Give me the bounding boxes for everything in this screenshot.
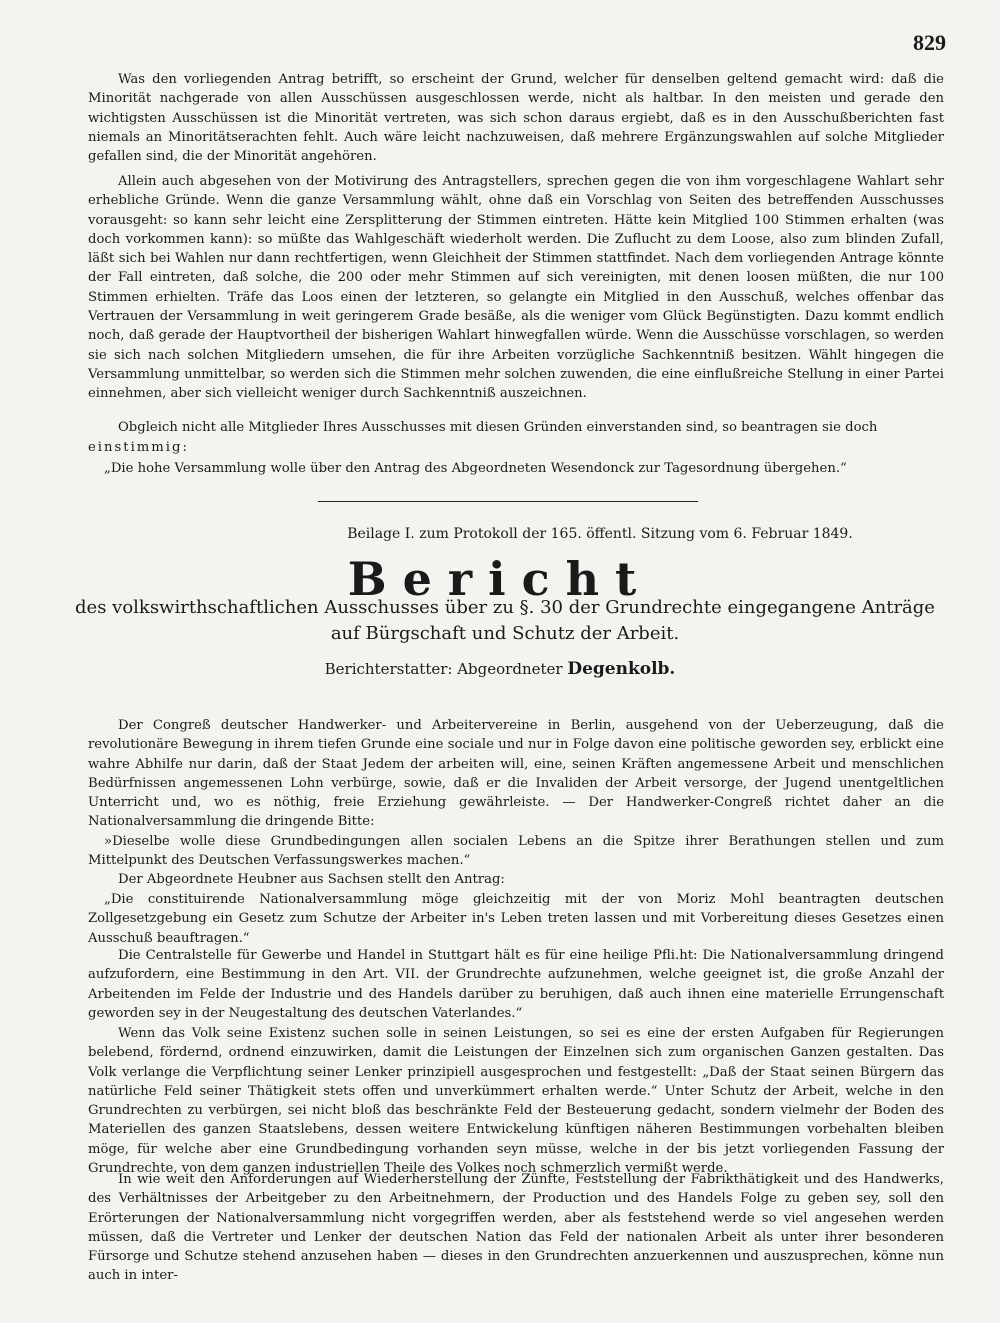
paragraph-zuenfte: In wie weit den Anforderungen auf Wiederherstellung der Zünfte, Feststellung der Fabrikthätigkeit und des Handwerks, des Verhältnisses der Arbeitgeber zu den Arbeitnehmern, der Production und des Handels Folge zu geben sey, soll den Erörterungen der Nationalversammlung nicht vorgegriffen werden, aber als feststehend werde so viel angesehen werden müssen, daß die Vertreter und Lenker der deutschen Nation das Feld der nationalen Arbeit als unter ihrer besonderen Fürsorge und Schutze stehend anzusehen haben — dieses in den Grundrechten anzuerkennen und auszusprechen, könne nun auch in inter- bbox=[88, 1172, 944, 1284]
paragraph-election-method: Allein auch abgesehen von der Motivirung des Antragstellers, sprechen gegen die von ihm vorgeschlagene Wahlart sehr erhebliche Gründe. Wenn die ganze Versammlung wählt, ohne daß ein Vorschlag von Seiten des betreffenden Ausschusses vorausgeht: so kann sehr leicht eine Zersplitterung der Stimmen eintreten. Hätte kein Mitglied 100 Stimmen erhalten (was doch vorkommen kann): so müßte das Wahlgeschäft wiederholt werden. Die Zuflucht zu dem Loose, also zum blinden Zufall, läßt sich bei Wahlen nur dann rechtfertigen, wenn Gleichheit der Stimmen stattfindet. Nach dem vorliegenden Antrage könnte der Fall eintreten, daß solche, die 200 oder mehr Stimmen auf sich vereinigten, mit denen loosen müßten, die nur 100 Stimmen erhielten. Träfe das Loos einen der letzteren, so gelangte ein Mitglied in den Ausschuß, welches offenbar das Vertrauen der Versammlung in weit geringerem Grade besäße, als die weniger vom Glück Begünstigten. Dazu kommt endlich noch, daß gerade der Hauptvortheil der bisherigen Wahlart hinwegfallen würde. Wenn die Ausschüsse vorschlagen, so werden sie sich nach solchen Mitgliedern umsehen, die für ihre Arbeiten vorzügliche Sachkenntniß besitzen. Wählt hingegen die Versammlung unmittelbar, so werden sich die Stimmen mehr solchen zuwenden, die eine einflußreiche Stellung in einer Partei einnehmen, aber sich vielleicht weniger durch Sachkenntniß auszeichnen. bbox=[88, 174, 944, 402]
paragraph-committee-conclusion: Obgleich nicht alle Mitglieder Ihres Ausschusses mit diesen Gründen einverstanden sind, so beantragen sie doch bbox=[118, 420, 878, 435]
reporter-line bbox=[0, 659, 1000, 679]
beilage-line: Beilage I. zum Protokoll der 165. öffentl. Sitzung vom 6. Februar 1849. bbox=[347, 526, 853, 542]
report-title: Bericht bbox=[347, 552, 653, 606]
motion-quote: „Die hohe Versammlung wolle über den Antrag des Abgeordneten Wesendonck zur Tagesordnung übergehen.“ bbox=[104, 461, 847, 476]
paragraph-minority: Was den vorliegenden Antrag betrifft, so erscheint der Grund, welcher für denselben geltend gemacht wird: daß die Minorität nachgerade von allen Ausschüssen ausgeschlossen werde, nicht als haltbar. In den meisten und gerade den wichtigsten Ausschüssen ist die Minorität vertreten, was sich schon daraus ergiebt, daß es in den Ausschußberichten fast niemals an Minoritätserachten fehlt. Auch wäre leicht nachzuweisen, daß mehrere Ergänzungswahlen auf solche Mitglieder gefallen sind, die der Minorität angehören. bbox=[88, 72, 944, 165]
paragraph-volk: Wenn das Volk seine Existenz suchen solle in seinen Leistungen, so sei es eine der ersten Aufgaben für Regierungen belebend, fördernd, ordnend einzuwirken, damit die Leistungen der Einzelnen sich zum organischen Ganzen gestalten. Das Volk verlange die Verpflichtung seiner Lenker prinzipiell ausgesprochen und festgestellt: „Daß der Staat seinen Bürgern das natürliche Feld seiner Thätigkeit stets offen und unverkümmert erhalten werde.“ Unter Schutz der Arbeit, welche in den Grundrechten zu verbürgen, sei nicht bloß das beschränkte Feld der Besteuerung gedacht, sondern vielmehr der Boden des Materiellen des ganzen Staatslebens, dessen weitere Entwickelung künftigen näheren Bestimmungen vorbehalten bleiben möge, für welche aber eine Grundbedingung vorhanden seyn müsse, welche in der bis jetzt vorliegenden Fassung der Grundrechte, von dem ganzen industriellen Theile des Volkes noch schmerzlich vermißt werde. bbox=[88, 1026, 944, 1177]
report-subtitle-line-1: des volkswirthschaftlichen Ausschusses über zu §. 30 der Grundrechte eingegangene Anträge bbox=[75, 597, 935, 618]
section-divider bbox=[318, 501, 698, 502]
quote-heubner: „Die constituirende Nationalversammlung möge gleichzeitig mit der von Moriz Mohl beantragten deutschen Zollgesetzgebung ein Gesetz zum Schutze der Arbeiter in's Leben treten lassen und mit Vorbereitung dieses Gesetzes einen Ausschuß beauftragen.“ bbox=[88, 892, 944, 946]
reporter-label: Berichterstatter: Abgeordneter bbox=[324, 660, 563, 678]
paragraph-heubner: Der Abgeordnete Heubner aus Sachsen stellt den Antrag: bbox=[118, 872, 505, 887]
page-number: 829 bbox=[913, 30, 946, 55]
report-subtitle-line-2: auf Bürgschaft und Schutz der Arbeit. bbox=[330, 623, 680, 644]
reporter-name: Degenkolb. bbox=[567, 659, 676, 679]
einstimmig-label: einstimmig: bbox=[88, 440, 189, 455]
paragraph-centralstelle: Die Centralstelle für Gewerbe und Handel in Stuttgart hält es für eine heilige Pfli.ht: Die Nationalversammlung dringend aufzufordern, eine Bestimmung in den Art. VII. der Grundrechte aufzunehmen, welche geeignet ist, die große Anzahl der Arbeitenden im Felde der Industrie und des Handels darüber zu beruhigen, daß auch ihnen eine materielle Errungenschaft geworden sey in der Neugestaltung des deutschen Vaterlandes.“ bbox=[88, 948, 944, 1021]
quote-congress: »Dieselbe wolle diese Grundbedingungen allen socialen Lebens an die Spitze ihrer Berathungen stellen und zum Mittelpunkt des Deutschen Verfassungswerkes machen.“ bbox=[88, 834, 944, 869]
paragraph-congress: Der Congreß deutscher Handwerker- und Arbeitervereine in Berlin, ausgehend von der Ueberzeugung, daß die revolutionäre Bewegung in ihrem tiefen Grunde eine sociale und nur in Folge davon eine politische geworden sey, erblickt eine wahre Abhilfe nur darin, daß der Staat Jedem der arbeiten will, eine, seinen Kräften angemessene Arbeit und menschlichen Bedürfnissen angemessenen Lohn verbürge, sowie, daß er die Invaliden der Arbeit versorge, der Jugend unentgeltlichen Unterricht und, wo es nöthig, freie Erziehung gewährleiste. — Der Handwerker-Congreß richtet daher an die Nationalversammlung die dringende Bitte: bbox=[88, 718, 944, 830]
